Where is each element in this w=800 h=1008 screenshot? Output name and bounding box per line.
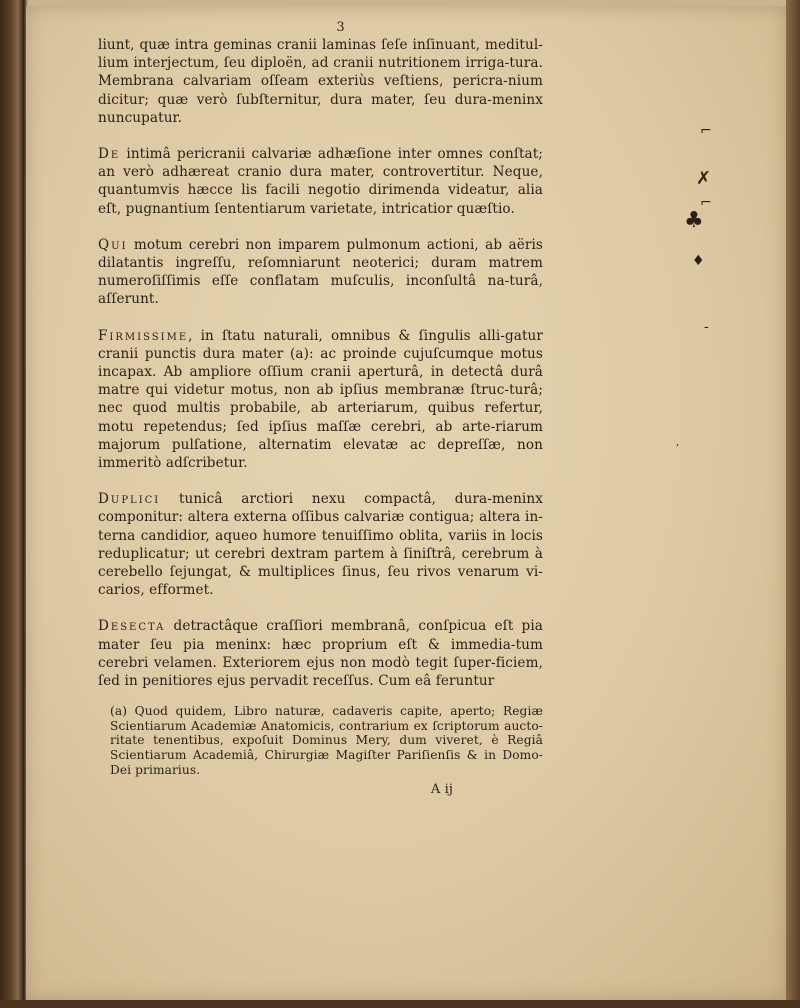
page-number: 3	[336, 20, 345, 35]
page-bottom-edge	[0, 1000, 800, 1008]
signature-mark: A ij	[430, 782, 453, 798]
paragraph-text: intimâ pericranii calvariæ adhæſione inter omnes conſtat; an verò adhæreat cranio dura mater, controvertitur. Neque, quantumvis hæcce lis facili negotio dirimenda videatur, alia eſt, pugnantium ſententiarum varietate, intricatior quæſtio.	[98, 146, 543, 217]
paragraph-3	[98, 236, 543, 309]
page-edge	[786, 0, 800, 1008]
paragraph-text: , in ſtatu naturali, omnibus & ſingulis alli-gatur cranii punctis dura mater (a): ac proinde cujuſcumque motus incapax. Ab ampliore oſſium cranii aperturâ, in detectâ durâ matre qui videtur motus, non ab ipſius membranæ ſtruc-turâ; nec quod multis probabile, ab arteriarum, quibus refertur, motu repetendus; ſed ipſius maſſæ cerebri, ab arte-riarum majorum pulſatione, alternatim elevatæ ac depreſſæ, non immeritò adſcribetur.	[98, 327, 543, 472]
margin-mark: ⌐	[700, 195, 712, 211]
paragraph-lead: De	[98, 146, 121, 163]
margin-mark: ⌐	[700, 123, 712, 139]
footnote: (a) Quod quidem, Libro naturæ, cadaveris capite, aperto; Regiæ Scientiarum Academiæ Anatomicis, contrarium ex ſcriptorum aucto-ritate tenentibus, expoſuit Dominus Mery, dum viveret, è Regiâ Scientiarum Academiâ, Chirurgiæ Magiſter Pariſienſis & in Domo-Dei primarius.	[110, 704, 543, 777]
margin-mark: ♦	[692, 253, 705, 269]
paragraph-lead: Desecta	[98, 618, 166, 635]
margin-mark: ♣	[684, 208, 704, 233]
paragraph-text: detractâque craſſiori membranâ, conſpicua eſt pia mater ſeu pia meninx: hæc proprium eſt & immedia-tum cerebri velamen. Exteriorem ejus non modò tegit ſuper-ficiem, ſed in penitiores ejus pervadit receſſus. Cum eâ feruntur	[98, 618, 543, 690]
margin-mark: -	[704, 319, 709, 335]
page-text	[98, 22, 543, 799]
paragraph-5	[98, 490, 543, 599]
paragraph-text: tunicâ arctiori nexu compactâ, dura-meninx componitur: altera externa oſſibus calvariæ contigua; altera in-terna candidior, aqueo humore tenuiſſimo oblita, variis in locis reduplicatur; ut cerebri dextram partem à ſiniſtrâ, cerebrum à cerebello ſejungat, & multiplices ſinus, ſeu rivos venarum vi-carios, efformet.	[98, 491, 543, 599]
paragraph-2	[98, 145, 543, 218]
paragraph-lead: Qui	[98, 236, 128, 253]
paragraph-4	[98, 327, 543, 473]
paragraph-6	[98, 617, 543, 690]
paragraph-lead: Duplici	[98, 491, 161, 508]
paragraph-1	[98, 36, 543, 127]
paragraph-text: motum cerebri non imparem pulmonum actioni, ab aëris dilatantis ingreſſu, reſomniarunt neoterici; duram matrem numeroſiſſimis eſſe conflatam muſculis, inconſultâ na-turâ, aſſerunt.	[98, 236, 543, 308]
margin-mark: ✗	[696, 168, 712, 189]
paragraph-lead: Firmissime	[98, 327, 189, 344]
paragraph-text: liunt, quæ intra geminas cranii laminas ſeſe inſinuant, meditul-lium interjectum, ſeu diploën, ad cranii nutritionem irriga-tura. Membrana calvariam oſſeam exteriùs veſtiens, pericra-nium dicitur; quæ verò ſubſternitur, dura mater, ſeu dura-meninx nuncupatur.	[98, 37, 543, 126]
margin-mark: ,	[676, 437, 680, 448]
